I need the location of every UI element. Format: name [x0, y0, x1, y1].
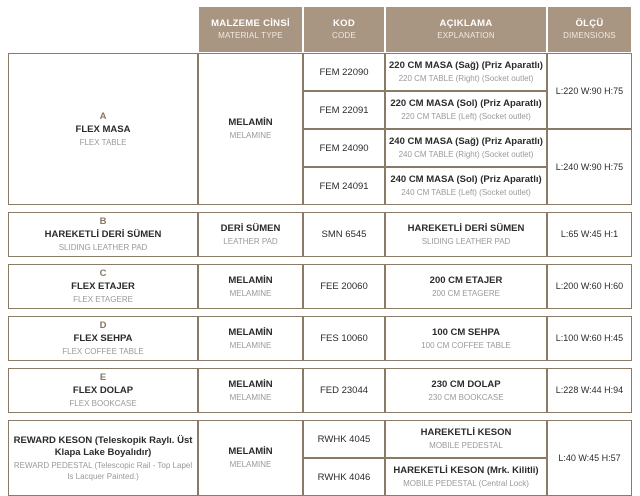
product-name-en: FLEX TABLE [79, 137, 127, 147]
description-tr: HAREKETLİ KESON (Mrk. Kilitli) [393, 465, 539, 476]
group-spacer [8, 361, 632, 368]
dimension-cell: L:65 W:45 H:1 [547, 212, 632, 257]
description-cell [385, 91, 547, 129]
product-name-tr: FLEX SEHPA [73, 333, 133, 344]
description-cell [385, 420, 547, 458]
product-letter: D [99, 320, 107, 331]
product-name-tr: HAREKETLİ DERİ SÜMEN [44, 229, 162, 240]
material-cell [198, 53, 303, 205]
description-cell [385, 53, 547, 91]
description-cell [385, 129, 547, 167]
table-row [8, 420, 632, 458]
product-spec-table [8, 6, 632, 496]
group-spacer [8, 257, 632, 264]
material-cell [198, 212, 303, 257]
description-en: SLIDING LEATHER PAD [421, 236, 511, 246]
table-row [8, 368, 632, 413]
description-tr: HAREKETLİ DERİ SÜMEN [407, 222, 525, 234]
material-en: MELAMINE [229, 460, 272, 469]
product-name-cell [8, 368, 198, 413]
header-explanation-en: EXPLANATION [437, 30, 495, 40]
dimension-cell: L:240 W:90 H:75 [547, 129, 632, 205]
table-row [8, 316, 632, 361]
description-en: MOBILE PEDESTAL (Central Lock) [403, 479, 529, 488]
product-name-en: FLEX ETAGERE [73, 295, 133, 304]
material-en: MELAMINE [229, 131, 272, 140]
material-tr: MELAMİN [228, 117, 273, 128]
description-cell [385, 316, 547, 361]
product-name-en: REWARD PEDESTAL (Telescopic Rail - Top Lapel Is Lacquer Painted.) [13, 460, 193, 481]
code-cell: FEM 24091 [303, 167, 385, 205]
product-name-en: FLEX BOOKCASE [69, 399, 137, 408]
product-name-en: SLIDING LEATHER PAD [58, 243, 148, 252]
description-tr: 240 CM MASA (Sol) (Priz Aparatlı) [390, 174, 542, 185]
description-en: 100 CM COFFEE TABLE [421, 340, 511, 350]
dimension-cell: L:100 W:60 H:45 [547, 316, 632, 361]
description-tr: 200 CM ETAJER [429, 274, 503, 286]
product-name-cell [8, 212, 198, 257]
table-header [8, 6, 632, 53]
group-spacer [8, 205, 632, 212]
table-row [8, 264, 632, 309]
code-cell: FEM 24090 [303, 129, 385, 167]
material-tr: MELAMİN [228, 326, 273, 338]
header-dimensions-tr: ÖLÇÜ [575, 17, 604, 29]
product-name-cell [8, 53, 198, 205]
table-body [8, 53, 632, 496]
material-cell [198, 316, 303, 361]
product-name-tr: FLEX MASA [75, 123, 131, 135]
description-tr: 240 CM MASA (Sağ) (Priz Aparatlı) [389, 136, 543, 147]
product-letter: C [99, 268, 107, 279]
spec-sheet [0, 6, 640, 486]
description-en: MOBILE PEDESTAL [429, 441, 503, 450]
description-cell [385, 264, 547, 309]
header-blank [8, 6, 198, 53]
product-name-cell [8, 264, 198, 309]
description-cell [385, 458, 547, 496]
material-tr: MELAMİN [228, 378, 273, 390]
dimension-cell: L:200 W:60 H:60 [547, 264, 632, 309]
material-tr: DERİ SÜMEN [220, 222, 281, 234]
product-letter: E [99, 372, 107, 383]
header-code-tr: KOD [332, 17, 355, 29]
header-material-type-tr: MALZEME CİNSİ [211, 17, 290, 29]
code-cell: FEE 20060 [303, 264, 385, 309]
material-en: MELAMINE [229, 392, 272, 402]
header-dimensions [547, 6, 632, 53]
code-cell: RWHK 4046 [303, 458, 385, 496]
description-tr: 220 CM MASA (Sol) (Priz Aparatlı) [390, 98, 542, 109]
description-en: 200 CM ETAGERE [432, 288, 500, 298]
header-dimensions-en: DIMENSIONS [563, 30, 616, 40]
material-tr: MELAMİN [228, 274, 273, 286]
product-name-cell [8, 420, 198, 496]
description-tr: 230 CM DOLAP [431, 378, 501, 390]
code-cell: SMN 6545 [303, 212, 385, 257]
description-en: 220 CM TABLE (Left) (Socket outlet) [401, 112, 531, 121]
material-en: MELAMINE [229, 340, 272, 350]
description-en: 240 CM TABLE (Right) (Socket outlet) [398, 150, 534, 159]
dimension-cell: L:220 W:90 H:75 [547, 53, 632, 129]
code-cell: FES 10060 [303, 316, 385, 361]
description-cell [385, 368, 547, 413]
description-en: 220 CM TABLE (Right) (Socket outlet) [398, 74, 534, 83]
group-spacer [8, 309, 632, 316]
table-row [8, 212, 632, 257]
product-name-en: FLEX COFFEE TABLE [62, 347, 144, 356]
header-material-type-en: MATERIAL TYPE [218, 30, 283, 40]
description-tr: 220 CM MASA (Sağ) (Priz Aparatlı) [389, 60, 543, 71]
header-explanation [385, 6, 547, 53]
header-explanation-tr: AÇIKLAMA [439, 17, 493, 29]
product-name-tr: REWARD KESON (Teleskopik Raylı. Üst Klapa Lake Boyalıdır) [13, 434, 193, 458]
product-letter: A [99, 110, 107, 122]
product-name-tr: FLEX ETAJER [71, 281, 135, 292]
dimension-cell: L:40 W:45 H:57 [547, 420, 632, 496]
material-tr: MELAMİN [228, 446, 273, 457]
table-header-row [8, 6, 632, 53]
product-name-cell [8, 316, 198, 361]
description-tr: HAREKETLİ KESON [420, 427, 512, 438]
dimension-cell: L:228 W:44 H:94 [547, 368, 632, 413]
product-name-tr: FLEX DOLAP [72, 385, 134, 396]
material-cell [198, 264, 303, 309]
material-en: LEATHER PAD [223, 236, 278, 246]
header-material-type [198, 6, 303, 53]
code-cell: FEM 22090 [303, 53, 385, 91]
material-cell [198, 420, 303, 496]
description-en: 230 CM BOOKCASE [428, 392, 504, 402]
description-cell [385, 167, 547, 205]
group-spacer [8, 413, 632, 420]
description-cell [385, 212, 547, 257]
code-cell: RWHK 4045 [303, 420, 385, 458]
description-tr: 100 CM SEHPA [432, 326, 500, 338]
table-row [8, 53, 632, 91]
product-letter: B [99, 216, 107, 227]
code-cell: FEM 22091 [303, 91, 385, 129]
header-code [303, 6, 385, 53]
material-en: MELAMINE [229, 288, 272, 298]
material-cell [198, 368, 303, 413]
header-code-en: CODE [332, 30, 356, 40]
description-en: 240 CM TABLE (Left) (Socket outlet) [401, 188, 531, 197]
code-cell: FED 23044 [303, 368, 385, 413]
